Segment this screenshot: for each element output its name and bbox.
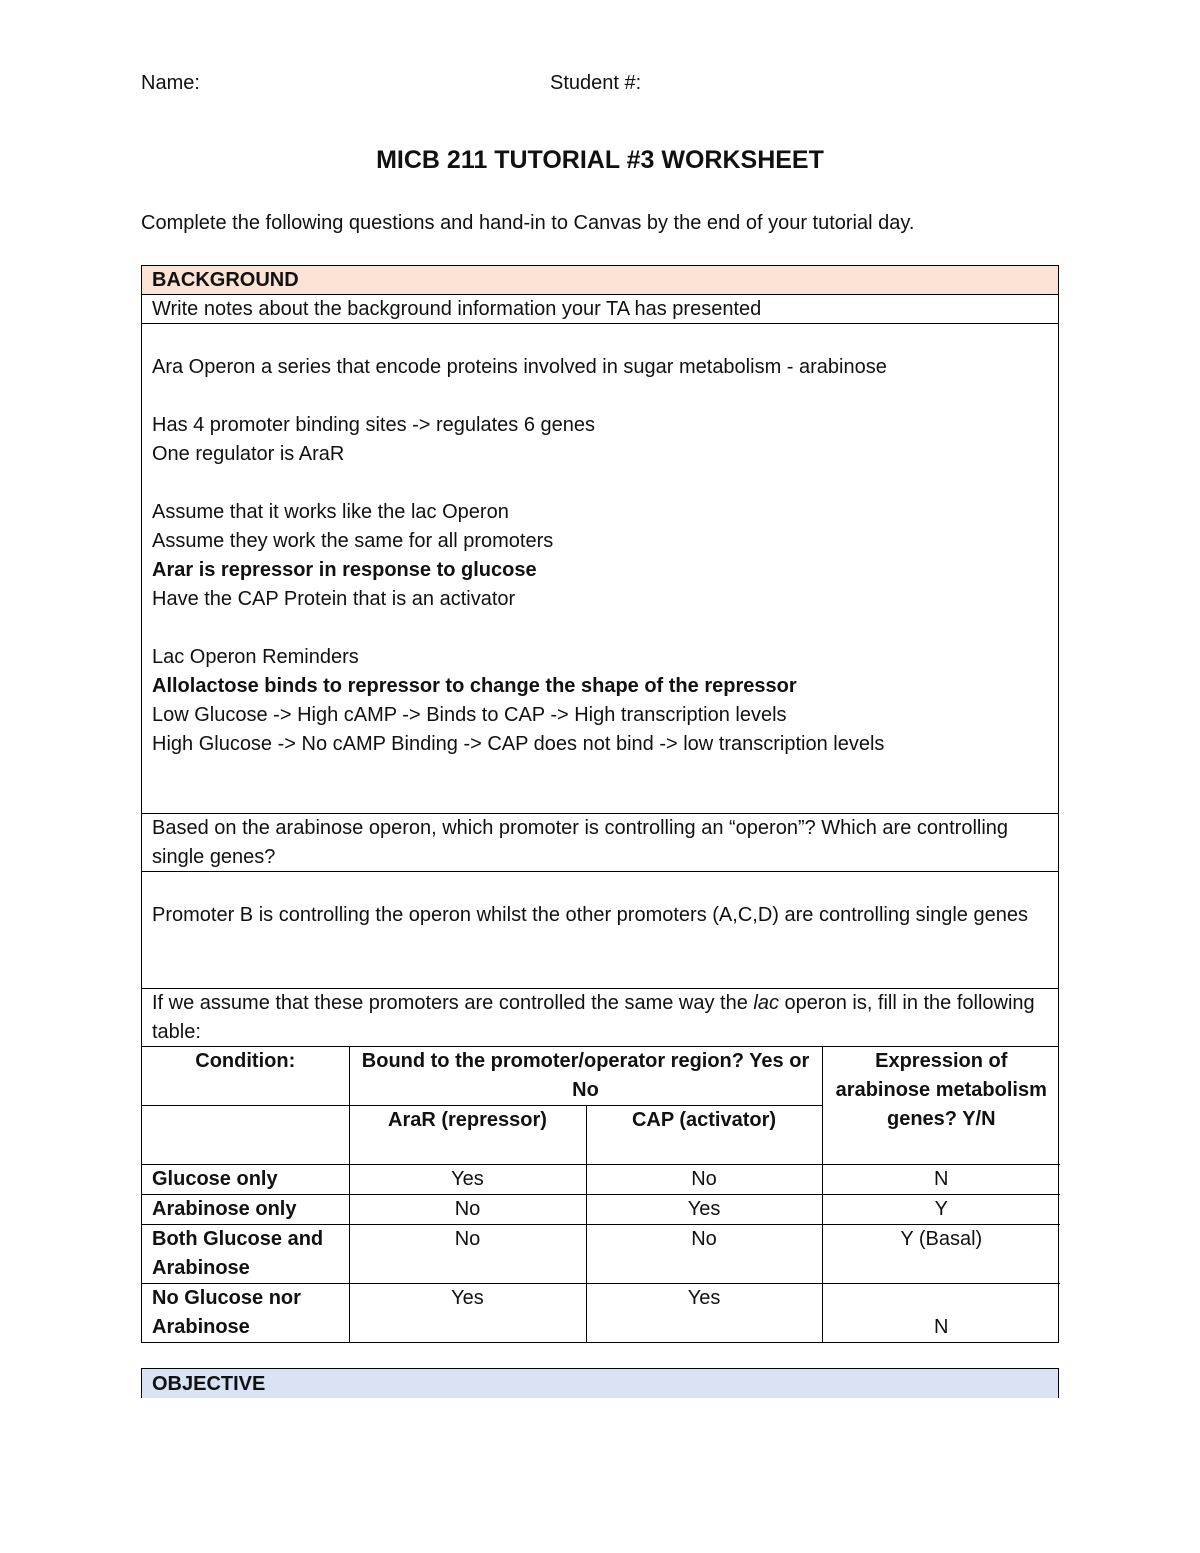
answer-1: Promoter B is controlling the operon whilst the other promoters (A,C,D) are controlling single genes [142, 871, 1058, 988]
arar-cell: No [349, 1225, 586, 1284]
arar-cell: Yes [349, 1165, 586, 1195]
note-line-bold: Allolactose binds to repressor to change the shape of the repressor [152, 675, 797, 697]
name-label: Name: [141, 72, 200, 94]
expression-cell: Y [822, 1195, 1060, 1225]
expression-cell: Y (Basal) [822, 1225, 1060, 1284]
expression-cell: N [822, 1284, 1060, 1343]
condition-table-wrap [142, 1046, 1058, 1342]
cap-cell: Yes [586, 1284, 822, 1343]
note-line: Assume that it works like the lac Operon [152, 501, 509, 523]
note-line: Low Glucose -> High cAMP -> Binds to CAP -> High transcription levels [152, 704, 787, 726]
background-prompt: Write notes about the background information your TA has presented [142, 294, 1058, 323]
condition-table [142, 1047, 1060, 1342]
worksheet-frame [141, 265, 1059, 1343]
lac-italic: lac [753, 992, 779, 1014]
empty-cell [142, 1106, 349, 1165]
note-line-bold: Arar is repressor in response to glucose [152, 559, 537, 581]
arar-cell: Yes [349, 1284, 586, 1343]
expression-header: Expression of arabinose metabolism genes? Y/N [822, 1047, 1060, 1165]
note-line: Lac Operon Reminders [152, 646, 359, 668]
cap-cell: No [586, 1225, 822, 1284]
table-row [142, 1165, 1060, 1195]
question-1: Based on the arabinose operon, which promoter is controlling an “operon”? Which are controlling single genes? [142, 813, 1058, 871]
condition-cell: Both Glucose and Arabinose [142, 1225, 349, 1284]
note-line: Has 4 promoter binding sites -> regulates 6 genes [152, 414, 596, 436]
worksheet-title: MICB 211 TUTORIAL #3 WORKSHEET [376, 146, 824, 174]
objective-heading: OBJECTIVE [141, 1368, 1059, 1398]
table-row [142, 1225, 1060, 1284]
cap-header: CAP (activator) [586, 1106, 822, 1165]
table-row [142, 1195, 1060, 1225]
condition-cell: No Glucose nor Arabinose [142, 1284, 349, 1343]
student-number-label: Student #: [550, 72, 642, 94]
cap-cell: No [586, 1165, 822, 1195]
arar-header: AraR (repressor) [349, 1106, 586, 1165]
arar-cell: No [349, 1195, 586, 1225]
note-line: High Glucose -> No cAMP Binding -> CAP does not bind -> low transcription levels [152, 733, 885, 755]
table-row [142, 1284, 1060, 1343]
instructions: Complete the following questions and hand-in to Canvas by the end of your tutorial day. [141, 212, 915, 234]
bound-header: Bound to the promoter/operator region? Yes or No [349, 1047, 822, 1106]
condition-header: Condition: [142, 1047, 349, 1106]
cap-cell: Yes [586, 1195, 822, 1225]
background-notes [142, 323, 1058, 813]
condition-cell: Arabinose only [142, 1195, 349, 1225]
background-heading: BACKGROUND [142, 266, 1058, 294]
note-line: Have the CAP Protein that is an activator [152, 588, 516, 610]
question-2: If we assume that these promoters are controlled the same way the lac operon is, fill in the following table: [142, 988, 1058, 1046]
note-line: One regulator is AraR [152, 443, 345, 465]
condition-cell: Glucose only [142, 1165, 349, 1195]
note-line: Ara Operon a series that encode proteins involved in sugar metabolism - arabinose [152, 356, 887, 378]
note-line: Assume they work the same for all promoters [152, 530, 554, 552]
expression-cell: N [822, 1165, 1060, 1195]
